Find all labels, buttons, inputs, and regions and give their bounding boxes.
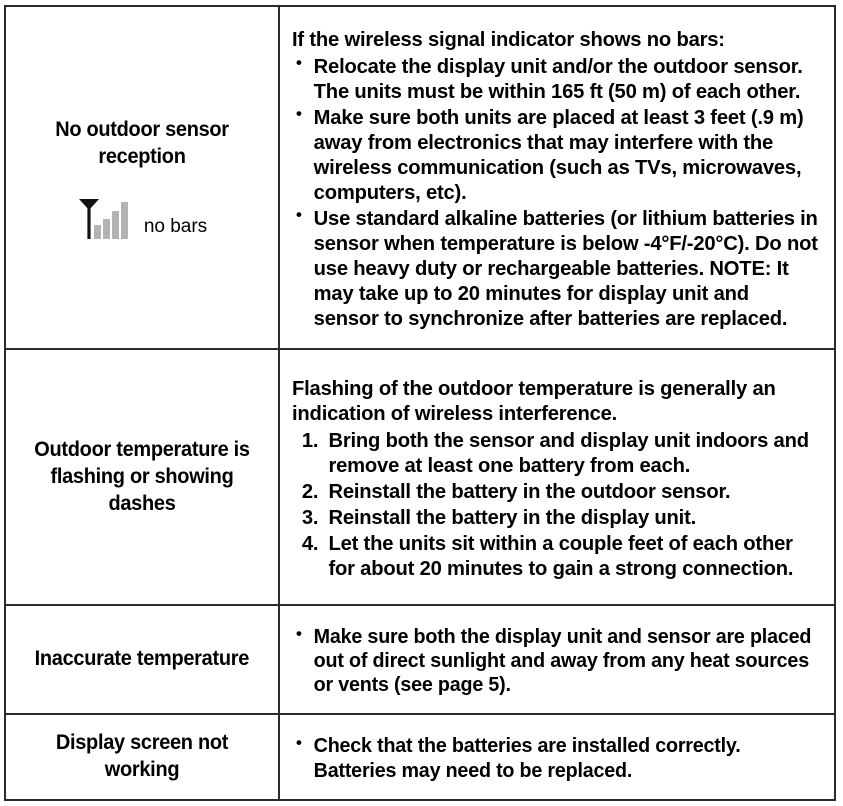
list-item-text: Reinstall the battery in the display unit. bbox=[328, 506, 697, 530]
solution-bullet-list bbox=[292, 625, 826, 699]
list-item-number: 4. bbox=[301, 532, 319, 556]
list-item: • Use standard alkaline batteries (or lithium batteries in sensor when temperature is below -4°F/-20°C). Do not use heavy duty or rechargeable batteries. NOTE: It may take up to 20 minutes for display unit and sensor to synchronize after batteries are replaced. bbox=[292, 206, 818, 331]
list-item-text: Reinstall the battery in the outdoor sensor. bbox=[328, 480, 731, 504]
solution-intro: If the wireless signal indicator shows no bars: bbox=[292, 28, 725, 52]
list-item bbox=[292, 428, 818, 478]
list-item-number: 2. bbox=[301, 480, 319, 504]
list-item: • Make sure both the display unit and sensor are placed out of direct sunlight and away from any heat sources or vents (see page 5). bbox=[292, 625, 818, 698]
no-bars-caption: no bars bbox=[143, 215, 208, 237]
solution-bullet-list bbox=[292, 734, 826, 784]
issue-solution-cell bbox=[280, 715, 834, 799]
list-item bbox=[292, 531, 818, 581]
issue-title: No outdoor sensor reception bbox=[55, 117, 229, 168]
list-item-text: Let the units sit within a couple feet of each other for about 20 minutes to gain a strong connection. bbox=[328, 532, 794, 581]
table-row bbox=[6, 350, 834, 606]
solution-bullet-list bbox=[292, 54, 826, 332]
list-item-number: 1. bbox=[301, 429, 319, 453]
list-item: • Relocate the display unit and/or the outdoor sensor. The units must be within 165 ft (50 m) of each other. bbox=[292, 54, 818, 104]
signal-bars-no-bars-icon bbox=[77, 197, 135, 239]
table-row bbox=[6, 606, 834, 715]
issue-title: Display screen not working bbox=[55, 731, 229, 782]
issue-label-cell bbox=[6, 606, 280, 713]
issue-title: Outdoor temperature is flashing or showing dashes bbox=[34, 437, 250, 515]
list-item: • Make sure both units are placed at least 3 feet (.9 m) away from electronics that may interfere with the wireless communication (such as TVs, microwaves, computers, etc). bbox=[292, 105, 818, 205]
issue-solution-cell bbox=[280, 350, 834, 604]
issue-solution-cell bbox=[280, 7, 834, 348]
solution-intro: Flashing of the outdoor temperature is generally an indication of wireless interference. bbox=[292, 377, 776, 426]
issue-label-cell bbox=[6, 715, 280, 799]
solution-numbered-list bbox=[292, 428, 826, 582]
issue-solution-cell bbox=[280, 606, 834, 713]
list-item bbox=[292, 505, 818, 530]
issue-label-cell bbox=[6, 350, 280, 604]
list-item-number: 3. bbox=[301, 506, 319, 530]
issue-label-cell bbox=[6, 7, 280, 348]
signal-indicator-group bbox=[77, 197, 207, 239]
list-item bbox=[292, 479, 818, 504]
troubleshooting-table bbox=[4, 5, 836, 801]
table-row bbox=[6, 715, 834, 799]
list-item-text: Bring both the sensor and display unit indoors and remove at least one battery from each. bbox=[328, 429, 809, 478]
issue-title: Inaccurate temperature bbox=[34, 647, 250, 671]
table-row bbox=[6, 7, 834, 350]
list-item: • Check that the batteries are installed correctly. Batteries may need to be replaced. bbox=[292, 734, 818, 783]
